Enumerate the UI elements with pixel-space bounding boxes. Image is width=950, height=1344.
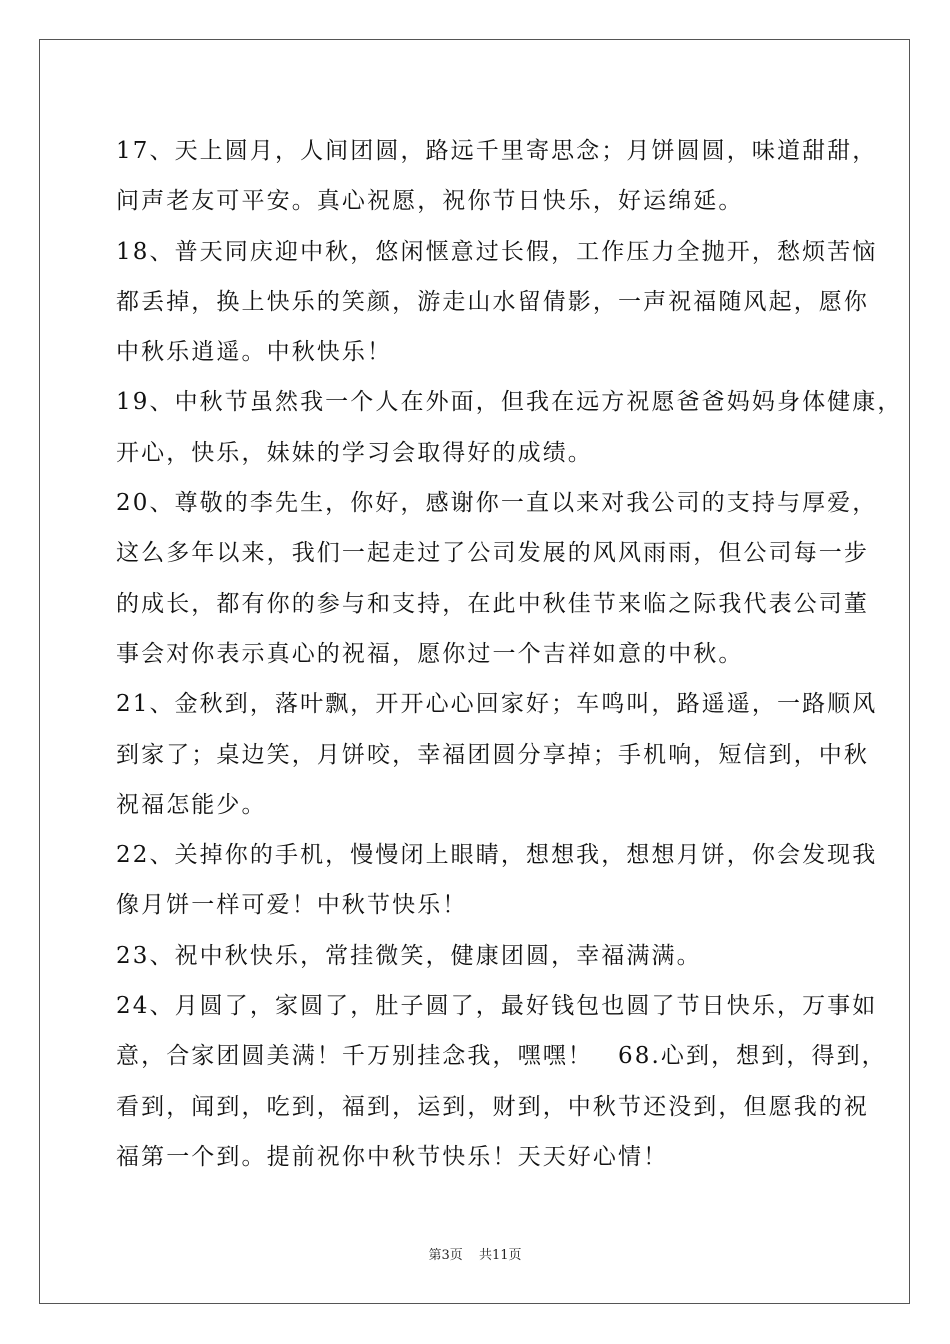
text-line: 19、中秋节虽然我一个人在外面，但我在远方祝愿爸爸妈妈身体健康，	[116, 389, 903, 416]
page-number: 第3页	[428, 1248, 463, 1263]
text-line: 看到，闻到，吃到，福到，运到，财到，中秋节还没到，但愿我的祝	[116, 1093, 869, 1120]
text-line: 到家了；桌边笑，月饼咬，幸福团圆分享掉；手机响，短信到，中秋	[116, 741, 869, 768]
text-line: 问声老友可平安。真心祝愿，祝你节日快乐，好运绵延。	[116, 188, 744, 215]
text-line: 24、月圆了，家圆了，肚子圆了，最好钱包也圆了节日快乐，万事如	[116, 993, 878, 1020]
text-line: 22、关掉你的手机，慢慢闭上眼睛，想想我，想想月饼，你会发现我	[116, 842, 878, 869]
page-total: 共11页	[478, 1248, 522, 1263]
text-line: 20、尊敬的李先生，你好，感谢你一直以来对我公司的支持与厚爱，	[116, 490, 878, 517]
text-line: 中秋乐逍遥。中秋快乐！	[116, 339, 393, 366]
text-line: 福第一个到。提前祝你中秋节快乐！天天好心情！	[116, 1143, 669, 1170]
text-line: 祝福怎能少。	[116, 791, 267, 818]
text-line: 这么多年以来，我们一起走过了公司发展的风风雨雨，但公司每一步	[116, 540, 869, 567]
page-footer	[0, 1244, 950, 1263]
text-line: 意，合家团圆美满！千万别挂念我，嘿嘿！ 68.心到，想到，得到，	[116, 1043, 887, 1070]
document-body	[116, 126, 903, 1182]
text-line: 开心，快乐，妹妹的学习会取得好的成绩。	[116, 439, 593, 466]
text-line: 像月饼一样可爱！中秋节快乐！	[116, 892, 468, 919]
text-line: 的成长，都有你的参与和支持，在此中秋佳节来临之际我代表公司董	[116, 590, 869, 617]
text-line: 都丢掉，换上快乐的笑颜，游走山水留倩影，一声祝福随风起，愿你	[116, 288, 869, 315]
text-line: 17、天上圆月，人间团圆，路远千里寄思念；月饼圆圆，味道甜甜，	[116, 138, 878, 164]
text-line: 事会对你表示真心的祝福，愿你过一个吉祥如意的中秋。	[116, 640, 744, 667]
text-line: 21、金秋到，落叶飘，开开心心回家好；车鸣叫，路遥遥，一路顺风	[116, 691, 878, 718]
text-line: 23、祝中秋快乐，常挂微笑，健康团圆，幸福满满。	[116, 942, 702, 969]
text-line: 18、普天同庆迎中秋，悠闲惬意过长假，工作压力全抛开，愁烦苦恼	[116, 238, 878, 265]
